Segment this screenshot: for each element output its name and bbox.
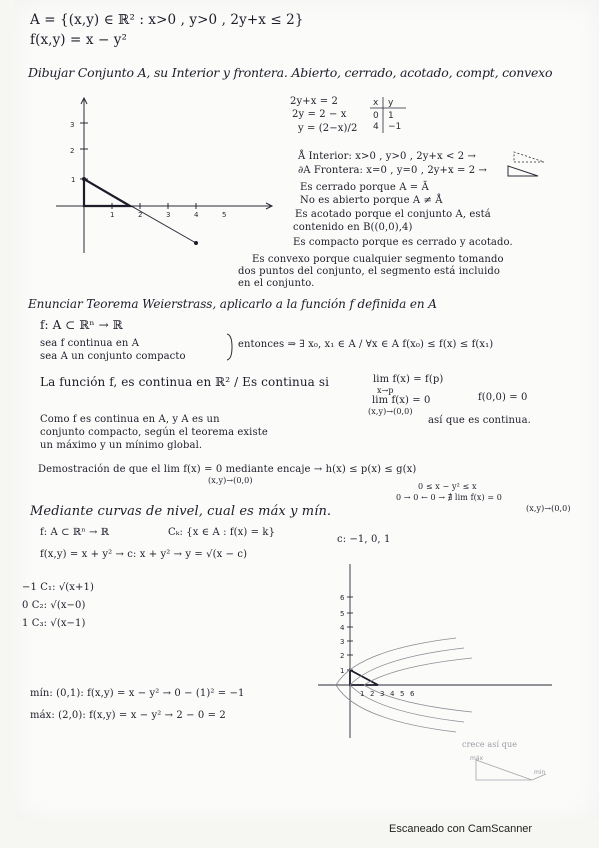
function-definition: f(x,y) = x − y² xyxy=(30,32,128,48)
value-table xyxy=(370,95,410,135)
continuity-line: La función f, es continua en ℝ² / Es continua si xyxy=(40,375,330,389)
frontera-text: ∂A Frontera: x=0 , y=0 , 2y+x = 2 → xyxy=(298,165,488,176)
weierstrass-hyp: sea A un conjunto compacto xyxy=(40,351,186,362)
demonstration-ineq: 0 ≤ x − y² ≤ x xyxy=(418,482,477,491)
compacto-line: Es compacto porque es cerrado y acotado. xyxy=(293,237,513,248)
maximum-result: máx: (2,0): f(x,y) = x − y² → 2 − 0 = 2 xyxy=(30,710,226,721)
abierto-line: No es abierto porque A ≠ Å xyxy=(300,195,443,206)
x-tick-label: 3 xyxy=(380,690,385,698)
minimum-result: mín: (0,1): f(x,y) = x − y² → 0 − (1)² = −1 xyxy=(30,688,245,699)
set-a-region xyxy=(84,179,130,206)
set-definition: A = {(x,y) ∈ ℝ² : x>0 , y>0 , 2y+x ≤ 2} xyxy=(30,12,304,28)
continuity-asi: así que es continua. xyxy=(428,415,531,426)
acotado-line: Es acotado porque el conjunto A, está xyxy=(295,209,491,220)
y-tick-label: 2 xyxy=(70,147,75,155)
x-tick-label: 4 xyxy=(194,211,199,219)
y-tick-label: 1 xyxy=(71,176,76,184)
x-tick-label: 5 xyxy=(400,690,405,698)
continuity-limit: lim f(x) = f(p) xyxy=(373,374,444,385)
y-tick-label: 6 xyxy=(340,594,345,602)
demonstration-row: 0 → 0 ← 0 → ∄ lim f(x) = 0 xyxy=(396,493,502,502)
set-a-graph xyxy=(50,95,280,265)
scanner-watermark: Escaneado con CamScanner xyxy=(389,823,533,835)
level-curve xyxy=(336,638,456,685)
calc-line: 2y+x = 2 xyxy=(290,96,338,107)
table-cell: −1 xyxy=(388,122,402,132)
max-label: máx xyxy=(470,755,484,762)
x-tick-label: 1 xyxy=(110,211,115,219)
weierstrass-map: f: A ⊂ ℝⁿ → ℝ xyxy=(40,318,123,332)
demonstration-row-sub: (x,y)→(0,0) xyxy=(526,504,571,513)
x-tick-label: 2 xyxy=(370,690,375,698)
cerrado-line: Es cerrado porque A = Ā xyxy=(300,182,429,193)
task-level-curves: Mediante curvas de nivel, cual es máx y mín. xyxy=(30,504,332,519)
convexo-line: en el conjunto. xyxy=(238,278,315,289)
level-ck: Cₖ: {x ∈ A : f(x) = k} xyxy=(168,527,276,538)
y-tick-label: 3 xyxy=(70,121,75,129)
compact-line: un máximo y un mínimo global. xyxy=(40,440,203,451)
level-map: f: A ⊂ ℝⁿ → ℝ xyxy=(40,527,110,538)
brace-icon xyxy=(226,333,236,361)
table-cell: 4 xyxy=(373,122,379,132)
x-tick-label: 6 xyxy=(410,690,415,698)
task-weierstrass: Enunciar Teorema Weierstrass, aplicarlo a la función f definida en A xyxy=(28,297,437,311)
weierstrass-conclusion: entonces ⇒ ∃ x₀, x₁ ∈ A / ∀x ∈ A f(x₀) ≤ f(x) ≤ f(x₁) xyxy=(238,339,494,350)
frontera-sketch xyxy=(506,164,540,178)
weierstrass-hyp: sea f continua en A xyxy=(40,338,140,349)
calc-line: y = (2−x)/2 xyxy=(298,123,358,134)
x-tick-label: 5 xyxy=(222,211,227,219)
interior-text: Å Interior: x>0 , y>0 , 2y+x < 2 → xyxy=(298,151,476,162)
convexo-line: Es convexo porque cualquier segmento tomando xyxy=(252,254,504,265)
acotado-line: contenido en B((0,0),4) xyxy=(293,222,413,233)
compact-line: conjunto compacto, según el teorema existe xyxy=(40,427,268,438)
interior-sketch xyxy=(512,150,546,164)
level-curve-item: 1 C₃: √(x−1) xyxy=(22,618,86,629)
y-tick-label: 4 xyxy=(340,624,345,632)
table-header: y xyxy=(388,98,394,108)
demonstration-line: Demostración de que el lim f(x) = 0 mediante encaje → h(x) ≤ p(x) ≤ g(x) xyxy=(38,464,417,475)
x-tick-label: 4 xyxy=(390,690,395,698)
compact-line: Como f es continua en A, y A es un xyxy=(40,414,220,425)
demonstration-sub: (x,y)→(0,0) xyxy=(208,476,253,485)
convexo-line: dos puntos del conjunto, el segmento está incluido xyxy=(238,266,501,277)
table-cell: 1 xyxy=(388,111,394,121)
set-a-region xyxy=(350,670,378,685)
y-tick-label: 5 xyxy=(340,610,345,618)
task-draw-set: Dibujar Conjunto A, su Interior y frontera. Abierto, cerrado, acotado, compt, convexo xyxy=(28,65,553,80)
min-label: min xyxy=(534,769,546,776)
y-tick-label: 2 xyxy=(340,652,345,660)
level-curve-item: −1 C₁: √(x+1) xyxy=(22,582,94,593)
continuity-limit2: lim f(x) = 0 xyxy=(372,395,431,406)
y-tick-label: 1 xyxy=(340,667,345,675)
level-function: f(x,y) = x + y² → c: x + y² → y = √(x − c) xyxy=(40,549,248,560)
level-curve-item: 0 C₂: √(x−0) xyxy=(22,600,86,611)
calc-line: 2y = 2 − x xyxy=(292,109,347,120)
x-tick-label: 3 xyxy=(166,211,171,219)
crece-note: crece así que xyxy=(462,740,518,749)
level-curve xyxy=(350,685,464,722)
continuity-limit-sub: x→p xyxy=(377,386,394,395)
continuity-f00: f(0,0) = 0 xyxy=(478,392,528,403)
continuity-limit2-sub: (x,y)→(0,0) xyxy=(368,407,413,416)
x-tick-label: 1 xyxy=(360,690,365,698)
table-cell: 0 xyxy=(373,111,379,121)
y-tick-label: 3 xyxy=(340,638,345,646)
table-header: x xyxy=(373,98,379,108)
level-curve xyxy=(364,658,472,685)
faint-sketch xyxy=(472,754,552,784)
x-tick-label: 2 xyxy=(138,211,143,219)
level-curve xyxy=(336,685,456,732)
level-c-values: c: −1, 0, 1 xyxy=(337,534,391,545)
